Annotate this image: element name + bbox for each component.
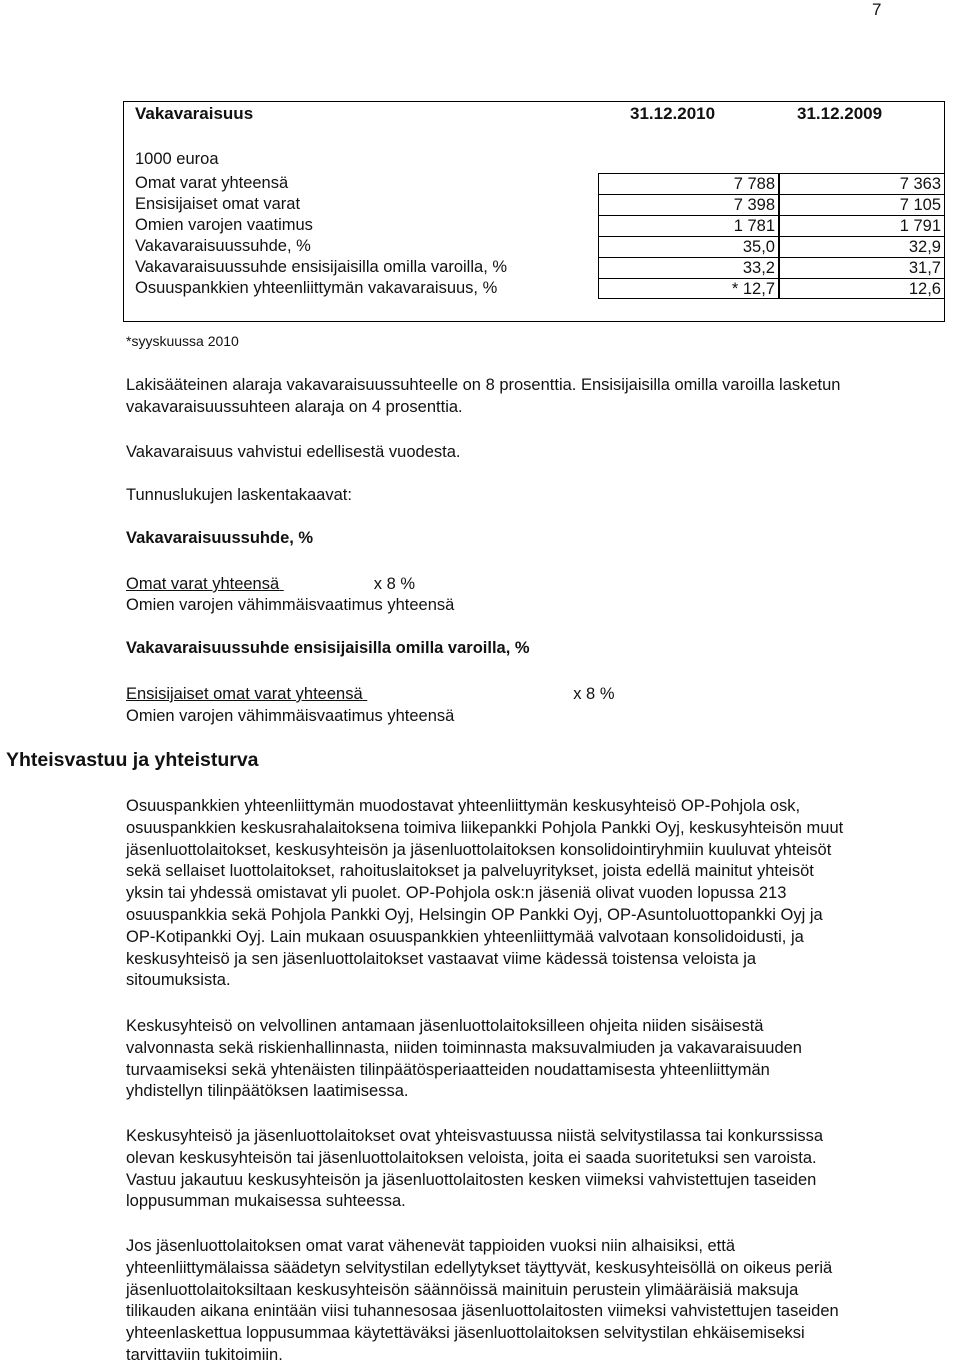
- formula-fraction-line: [363, 683, 563, 705]
- formula-numerator: [126, 573, 415, 595]
- text-line: Keskusyhteisö ja jäsenluottolaitokset ovat yhteisvastuussa niistä selvitystilassa tai konkurssissa: [126, 1127, 823, 1145]
- table-cell-2009: 7 105: [778, 194, 945, 215]
- section-paragraph-4: [126, 1236, 956, 1367]
- table-title: Vakavaraisuus: [135, 104, 254, 123]
- text-line: jäsenluottolaitoksiltaan keskusyhteisön säännöissä mainituin perustein ylimääräisiä maksuja: [126, 1280, 799, 1299]
- text-line: yhteenliittymälaissa säädetyn selvitystilan edellytykset täyttyvät, keskusyhteisöllä on oikeus periä: [126, 1258, 833, 1277]
- text-line: Vastuu jakautuu keskusyhteisön ja jäsenluottolaitosten kesken viimeksi vahvistettujen taseiden: [126, 1170, 817, 1189]
- formula-numerator: [126, 683, 615, 705]
- paragraph: Tunnuslukujen laskentakaavat:: [126, 486, 352, 504]
- text-line: yhdistellyn tilinpäätöksen laatimisessa.: [126, 1082, 409, 1101]
- text-line: olevan keskusyhteisön tai jäsenluottolaitoksen veloista, joita ei saada suoritetuksi sen varoista.: [126, 1148, 817, 1167]
- formula-denominator: Omien varojen vähimmäisvaatimus yhteensä: [126, 707, 455, 725]
- text-line: Jos jäsenluottolaitoksen omat varat vähenevät tappioiden vuoksi niin alhaisiksi, että: [126, 1237, 736, 1255]
- text-line: osuuspankkia sekä Pohjola Pankki Oyj, Helsingin OP Pankki Oyj, OP-Asuntoluottopankki Oyj ja: [126, 905, 823, 924]
- text-line: Keskusyhteisö on velvollinen antamaan jäsenluottolaitoksilleen ohjeita niiden sisäisestä: [126, 1017, 764, 1035]
- text-line: OP-Kotipankki Oyj. Lain mukaan osuuspankkien yhteenliittymää valvotaan konsolidoidusti, ja: [126, 927, 804, 946]
- formula-fraction-line: [279, 573, 363, 595]
- table-cell-2009: 32,9: [778, 236, 945, 257]
- paragraph: Vakavaraisuus vahvistui edellisestä vuodesta.: [126, 443, 461, 461]
- table-cell-2010: 7 788: [598, 173, 780, 194]
- section-paragraph-2: [126, 1016, 956, 1103]
- table-cell-2010: 1 781: [598, 215, 780, 236]
- page-number: 7: [872, 0, 882, 19]
- text-line: loppusumman mukaisessa suhteessa.: [126, 1192, 406, 1211]
- text-line: valvonnasta sekä riskienhallinnasta, niiden toiminnasta maksuvalmiuden ja vakavaraisuuden: [126, 1038, 802, 1057]
- text-line: jäsenluottolaitokset, keskusyhteisön ja jäsenluottolaitoksen konsolidointiryhmiin kuuluvat yhteisöt: [126, 840, 832, 859]
- text-line: tilikauden aikana enintään viisi tuhannesosaa jäsenluottolaitosten viimeksi vahvistettujen taseiden: [126, 1302, 839, 1321]
- table-cell-2010: * 12,7: [598, 278, 780, 299]
- table-unit: 1000 euroa: [135, 150, 219, 168]
- text-line: sitoumuksista.: [126, 971, 231, 990]
- text-line: yhteenlaskettua loppusummaa käytettäväksi jäsenluottolaitoksen selvitystilan ehkäisemiseksi: [126, 1324, 805, 1343]
- paragraph-line: vakavaraisuussuhteen alaraja on 4 prosenttia.: [126, 398, 463, 416]
- formula-denominator: Omien varojen vähimmäisvaatimus yhteensä: [126, 596, 455, 614]
- table-cell-2009: 12,6: [778, 278, 945, 299]
- table-row-label: Vakavaraisuussuhde, %: [135, 237, 311, 255]
- section-heading: Yhteisvastuu ja yhteisturva: [6, 749, 259, 771]
- table-cell-2010: 35,0: [598, 236, 780, 257]
- formula-heading: Vakavaraisuussuhde ensisijaisilla omilla varoilla, %: [126, 639, 530, 657]
- table-row-label: Osuuspankkien yhteenliittymän vakavaraisuus, %: [135, 279, 498, 297]
- footnote: *syyskuussa 2010: [126, 333, 239, 349]
- text-line: yksin tai yhdessä omistavat yli puolet. OP-Pohjola osk:n jäseniä olivat vuoden lopussa 213: [126, 884, 787, 903]
- table-cell-2009: 31,7: [778, 257, 945, 278]
- text-line: Osuuspankkien yhteenliittymän muodostavat yhteenliittymän keskusyhteisö OP-Pohjola osk,: [126, 797, 801, 815]
- formula-numerator-text: Omat varat yhteensä: [126, 575, 280, 593]
- formula-heading: Vakavaraisuussuhde, %: [126, 529, 314, 547]
- table-cell-2010: 7 398: [598, 194, 780, 215]
- text-line: keskusyhteisö ja sen jäsenluottolaitokset vastaavat viime kädessä toistensa veloista ja: [126, 949, 757, 968]
- table-cell-2009: 7 363: [778, 173, 945, 194]
- text-line: sekä sellaiset luottolaitokset, rahoituslaitokset ja palveluyritykset, joista edellä mainitut yhteisöt: [126, 862, 814, 881]
- table-cell-2010: 33,2: [598, 257, 780, 278]
- table-header-2009: 31.12.2009: [797, 104, 883, 123]
- formula-multiplier: x 8 %: [573, 685, 615, 703]
- formula-numerator-text: Ensisijaiset omat varat yhteensä: [126, 685, 363, 703]
- paragraph-line: Lakisääteinen alaraja vakavaraisuussuhteelle on 8 prosenttia. Ensisijaisilla omilla varoilla lasketun: [126, 376, 841, 394]
- table-row-label: Omien varojen vaatimus: [135, 216, 313, 234]
- section-paragraph-1: [126, 796, 956, 992]
- section-paragraph-3: [126, 1126, 956, 1213]
- text-line: turvaamiseksi sekä yhtenäisten tilinpäätösperiaatteiden noudattamisesta yhteenliittymän: [126, 1060, 770, 1079]
- text-line: tarvittaviin tukitoimiin.: [126, 1345, 283, 1364]
- text-line: osuuspankkien keskusrahalaitoksena toimiva liikepankki Pohjola Pankki Oyj, keskusyhteisön muut: [126, 818, 844, 837]
- table-row-label: Ensisijaiset omat varat: [135, 195, 301, 213]
- table-row-label: Vakavaraisuussuhde ensisijaisilla omilla varoilla, %: [135, 258, 508, 276]
- formula-multiplier: x 8 %: [373, 575, 416, 593]
- table-header-2010: 31.12.2010: [630, 104, 716, 123]
- table-cell-2009: 1 791: [778, 215, 945, 236]
- table-row-label: Omat varat yhteensä: [135, 174, 289, 192]
